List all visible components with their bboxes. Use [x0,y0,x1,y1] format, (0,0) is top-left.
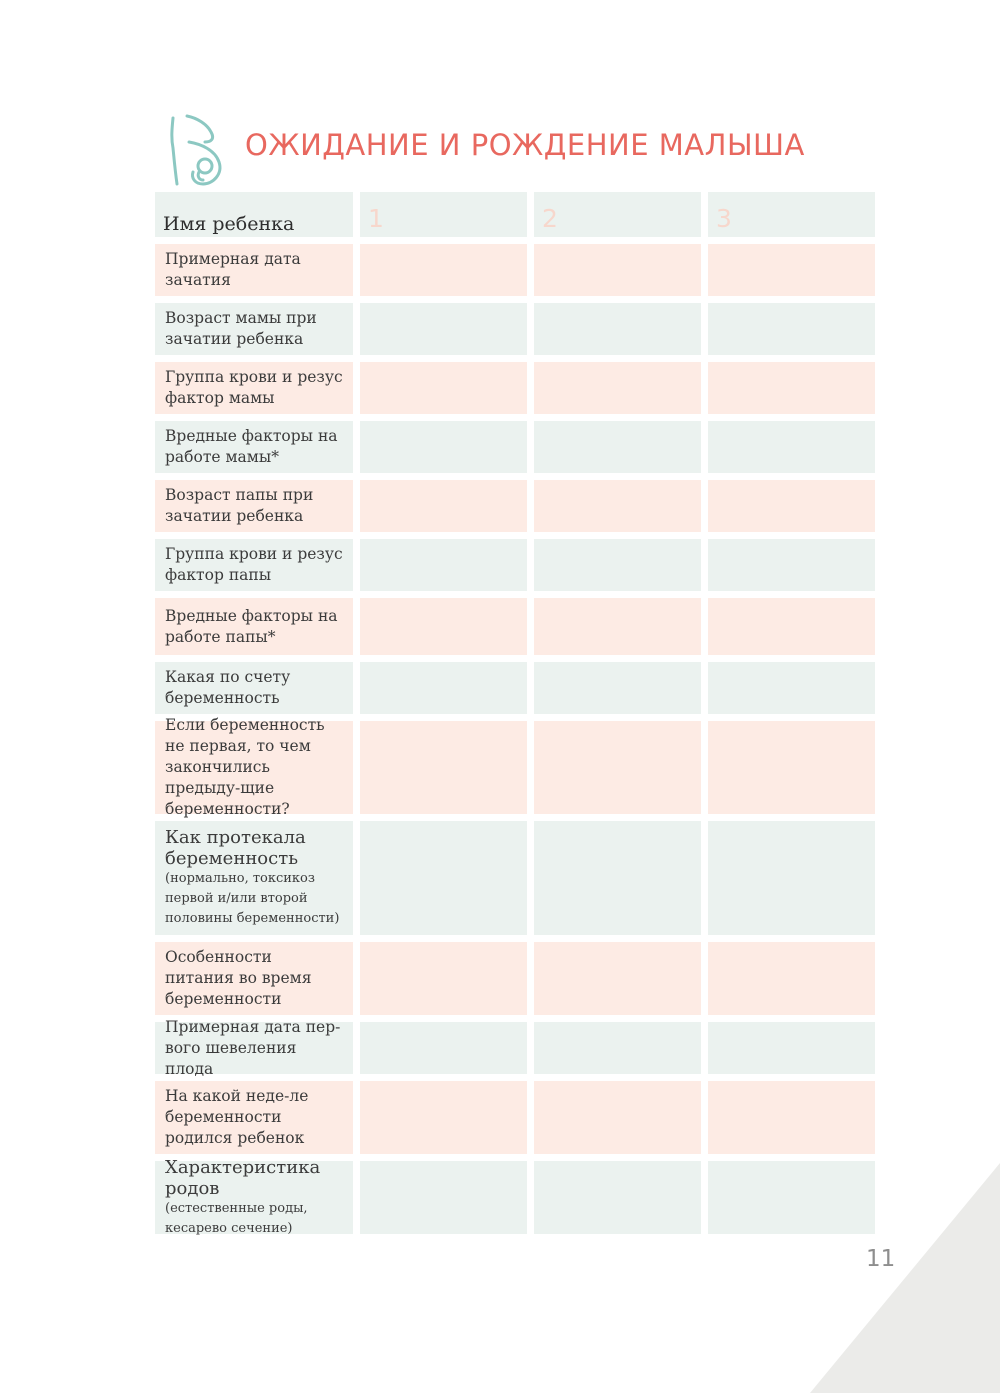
entry-cell[interactable] [708,1081,875,1154]
row-label: Характеристика родов (естественные роды, кесарево сечение) [155,1161,353,1234]
entry-cell[interactable] [360,303,527,355]
entry-cell[interactable] [534,821,701,935]
row-label: Возраст мамы при зачатии ребенка [155,303,353,355]
entry-cell[interactable] [708,539,875,591]
entry-cell[interactable] [534,1022,701,1074]
entry-cell[interactable] [360,421,527,473]
entry-cell[interactable] [534,539,701,591]
entry-cell[interactable] [360,1081,527,1154]
row-label: Вредные факторы на работе папы* [155,598,353,655]
entry-cell[interactable] [708,1161,875,1234]
entry-cell[interactable] [534,362,701,414]
entry-cell[interactable] [708,480,875,532]
row-label: Возраст папы при зачатии ребенка [155,480,353,532]
column-header-3: 3 [708,192,875,237]
entry-cell[interactable] [708,1022,875,1074]
entry-cell[interactable] [534,480,701,532]
entry-cell[interactable] [534,942,701,1015]
entry-cell[interactable] [360,942,527,1015]
pregnancy-icon [163,114,233,188]
row-label: Как протекала беременность (нормально, токсикоз первой и/или второй половины беременности) [155,821,353,935]
entry-cell[interactable] [360,598,527,655]
row-label: Особенности питания во время беременности [155,942,353,1015]
row-label: Группа крови и резус фактор мамы [155,362,353,414]
entry-cell[interactable] [708,244,875,296]
row-label: На какой неде-ле беременности родился ребенок [155,1081,353,1154]
entry-cell[interactable] [360,362,527,414]
entry-cell[interactable] [360,539,527,591]
entry-cell[interactable] [360,1022,527,1074]
header-label: Имя ребенка [155,192,353,237]
column-header-1: 1 [360,192,527,237]
row-label: Вредные факторы на работе мамы* [155,421,353,473]
entry-cell[interactable] [708,821,875,935]
row-label: Примерная дата пер-вого шевеления плода [155,1022,353,1074]
row-label: Если беременность не первая, то чем закончились предыду-щие беременности? [155,721,353,814]
entry-cell[interactable] [360,821,527,935]
page-title: ОЖИДАНИЕ И РОЖДЕНИЕ МАЛЫША [245,128,805,162]
entry-cell[interactable] [708,662,875,714]
entry-cell[interactable] [534,721,701,814]
entry-cell[interactable] [534,1161,701,1234]
entry-cell[interactable] [534,421,701,473]
entry-cell[interactable] [708,721,875,814]
entry-cell[interactable] [534,303,701,355]
entry-cell[interactable] [708,303,875,355]
row-label: Какая по счету беременность [155,662,353,714]
entry-cell[interactable] [360,662,527,714]
entry-cell[interactable] [534,598,701,655]
page-number: 11 [866,1246,896,1272]
entry-cell[interactable] [708,421,875,473]
entry-cell[interactable] [708,362,875,414]
entry-cell[interactable] [360,244,527,296]
entry-cell[interactable] [534,1081,701,1154]
entry-cell[interactable] [708,942,875,1015]
info-table [155,192,875,1234]
entry-cell[interactable] [534,244,701,296]
row-label: Группа крови и резус фактор папы [155,539,353,591]
entry-cell[interactable] [708,598,875,655]
entry-cell[interactable] [360,721,527,814]
row-label: Примерная дата зачатия [155,244,353,296]
entry-cell[interactable] [360,1161,527,1234]
column-header-2: 2 [534,192,701,237]
entry-cell[interactable] [360,480,527,532]
entry-cell[interactable] [534,662,701,714]
